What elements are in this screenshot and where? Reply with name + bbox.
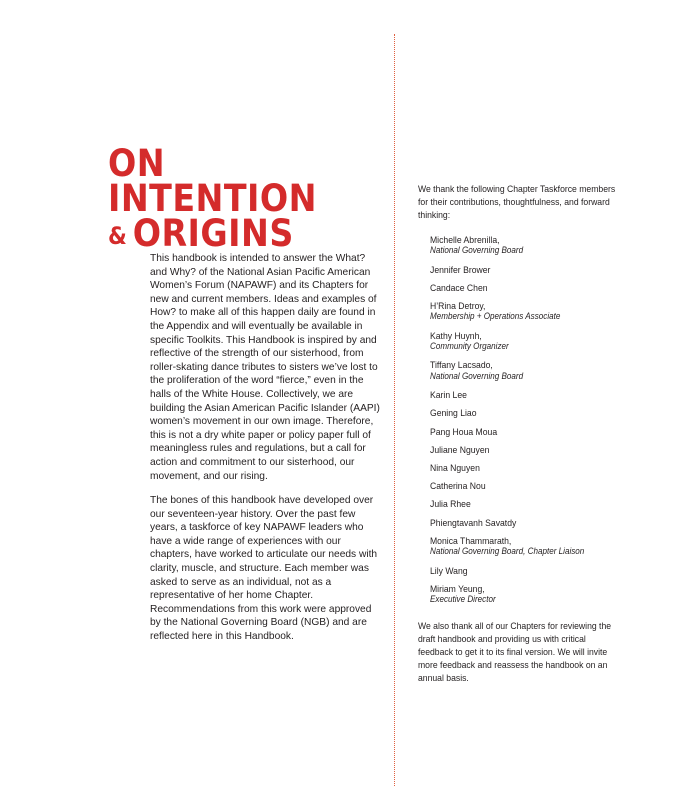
list-item [430,480,603,492]
member-role: National Governing Board [430,245,524,256]
title-line-2: INTENTION [108,177,317,220]
list-item [430,330,603,353]
list-item [430,264,603,276]
list-item [430,282,603,294]
title-line-3 [108,212,317,255]
member-name: Jennifer Brower [430,263,491,275]
member-name: Catherina Nou [430,480,486,492]
list-item [430,234,603,257]
member-name: H’Rina Detroy, [430,299,486,311]
member-name: Phiengtavanh Savatdy [430,516,517,528]
list-item [430,583,603,606]
list-item [430,462,603,474]
member-role: Community Organizer [430,341,509,352]
thanks-intro: We thank the following Chapter Taskforce members for their contributions, thoughtfulness, and forward thinking: [418,183,616,220]
member-name: Michelle Abrenilla, [430,233,500,245]
member-role: National Governing Board [430,371,524,382]
list-item [430,407,603,419]
intro-paragraph: This handbook is intended to answer the What? and Why? of the National Asian Pacific American Women’s Forum (NAPAWF) and its Chapters for new and current members. Ideas and examples of How? to make all of this happen daily are found in the Appendix and will eventually be available in specific Toolkits. This Handbook is inspired by and reflective of the strength of our sisterhood, from roller-skating dance tributes to sisters we’ve lost to the proliferation of the word “fierce,” even in the halls of the White House. Collectively, we are building the Asian American Pacific Islander (AAPI) women’s movement in our own image. Therefore, this is not a dry white paper or policy paper full of meaningless rules and regulations, but a call for action and commitment to our sisterhood, our movement, and our rising. [150,253,380,482]
left-column [150,252,382,655]
member-role: Executive Director [430,594,496,605]
list-item [430,426,603,438]
thanks-outro: We also thank all of our Chapters for reviewing the draft handbook and providing us with critical feedback to get it to its final version. We will invite more feedback and reassess the handbook on an annual basis. [418,619,612,683]
member-name: Gening Liao [430,407,477,419]
right-column [418,183,618,684]
list-item [430,444,603,456]
list-item [430,389,603,401]
member-name: Miriam Yeung, [430,582,485,594]
list-item [430,535,603,558]
list-item [430,565,603,577]
member-name: Pang Houa Moua [430,425,498,437]
list-item [430,517,603,529]
member-name: Lily Wang [430,564,468,576]
member-name: Candace Chen [430,281,488,293]
member-name: Nina Nguyen [430,461,480,473]
member-name: Kathy Huynh, [430,329,482,341]
title-line-1: ON [108,142,166,185]
member-name: Karin Lee [430,389,467,401]
page-title [108,142,317,255]
list-item [430,359,603,382]
taskforce-member-list [418,234,618,606]
title-line-3-text: ORIGINS [132,212,294,255]
member-name: Juliane Nguyen [430,443,490,455]
dotted-divider [394,34,395,786]
member-name: Monica Thammarath, [430,534,512,546]
list-item [430,300,603,323]
member-name: Julia Rhee [430,498,471,510]
member-name: Tiffany Lacsado, [430,359,493,371]
member-role: Membership + Operations Associate [430,311,561,322]
list-item [430,498,603,510]
history-paragraph: The bones of this handbook have developed over our seventeen-year history. Over the past few years, a taskforce of key NAPAWF leaders who have a wide range of experiences with our chapters, have worked to articulate our needs with clarity, muscle, and structure. Each member was asked to serve as an individual, not as a representative of her home Chapter. Recommendations from this work were approved by the National Governing Board (NGB) and are reflected here in this Handbook. [150,495,378,643]
title-ampersand: & [108,222,128,250]
member-role: National Governing Board, Chapter Liaison [430,546,585,557]
